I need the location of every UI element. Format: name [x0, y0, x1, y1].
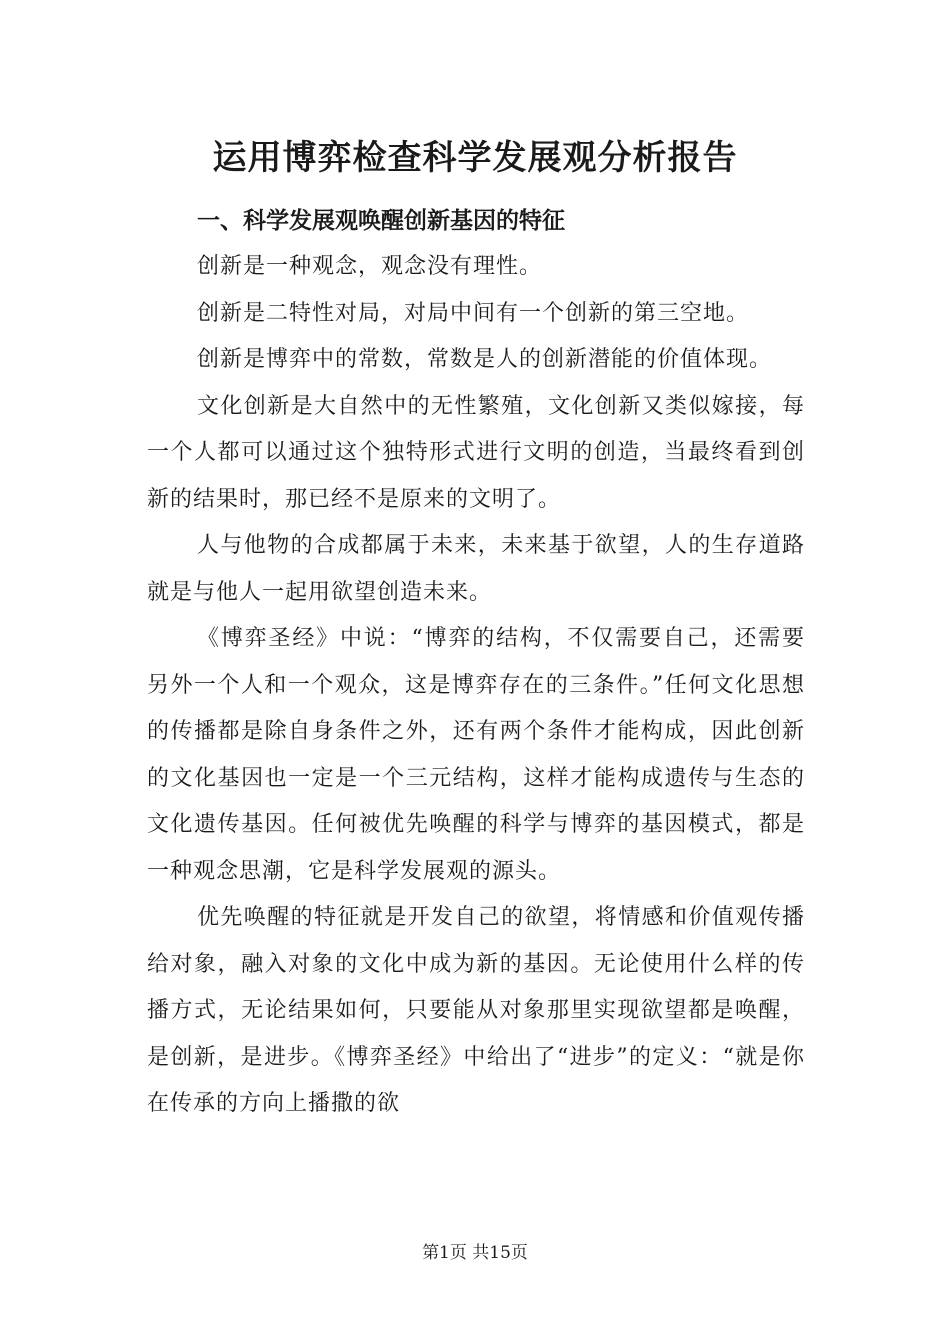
paragraph: 创新是二特性对局，对局中间有一个创新的第三空地。 — [197, 300, 750, 326]
paragraph: 文化创新是大自然中的无性繁殖，文化创新又类似嫁接，每一个人都可以通过这个独特形式进行文明的创造，当最终看到创新的结果时，那已经不是原来的文明了。 — [147, 393, 805, 512]
paragraph: 优先唤醒的特征就是开发自己的欲望，将情感和价值观传播给对象，融入对象的文化中成为新的基因。无论使用什么样的传播方式，无论结果如何，只要能从对象那里实现欲望都是唤醒，是创新，是进步。《博弈圣经》中给出了“进步”的定义：“就是你在传承的方向上播撒的欲 — [147, 905, 805, 1116]
page-footer: 第1页 共15页 — [422, 1243, 528, 1263]
paragraph: 创新是一种观念，观念没有理性。 — [197, 254, 543, 279]
paragraph: 人与他物的合成都属于未来，未来基于欲望，人的生存道路就是与他人一起用欲望创造未来。 — [147, 533, 805, 605]
paragraph: 《博弈圣经》中说：“博弈的结构，不仅需要自己，还需要另外一个人和一个观众，这是博弈存在的三条件。”任何文化思想的传播都是除自身条件之外，还有两个条件才能构成，因此创新的文化基因也一定是一个三元结构，这样才能构成遗传与生态的文化遗传基因。任何被优先唤醒的科学与博弈的基因模式，都是一种观念思潮，它是科学发展观的源头。 — [147, 626, 805, 884]
document-body — [147, 198, 805, 1128]
paragraph: 创新是博弈中的常数，常数是人的创新潜能的价值体现。 — [197, 347, 773, 372]
section-heading: 一、科学发展观唤醒创新基因的特征 — [197, 208, 565, 234]
document-title: 运用博弈检查科学发展观分析报告 — [212, 138, 738, 178]
